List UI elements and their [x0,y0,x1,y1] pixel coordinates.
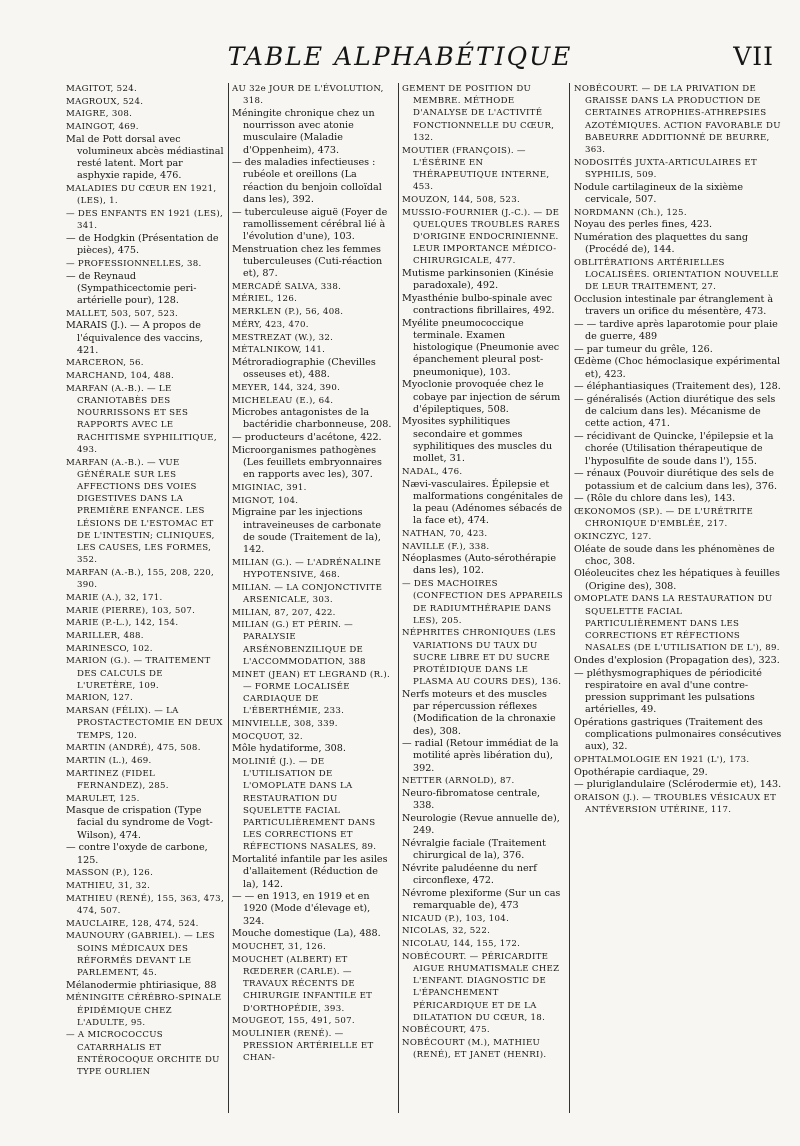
index-entry: — (Rôle du chlore dans les), 143. [574,493,736,505]
index-column-2 [232,83,394,1113]
index-entry: NOBÉCOURT, 475. [402,1025,490,1036]
index-entry: GEMENT DE POSITION DU MEMBRE. MÉTHODE D'ANALYSE DE L'ACTIVITÉ FONCTIONNELLE DU CŒUR, 132. [402,84,555,143]
index-entry: MOUCHET, 31, 126. [232,942,326,953]
index-entry: OKINCZYC, 127. [574,531,652,542]
page-title: TABLE ALPHABÉTIQUE [227,42,573,71]
index-entry: NICAUD (P.), 103, 104. [402,913,510,924]
index-entry: NORDMANN (Ch.), 125. [574,207,687,218]
page-header [0,34,800,84]
index-entry: — tuberculeuse aiguë (Foyer de ramollissement cérébral lié à l'évolution d'une), 103. [232,206,388,242]
index-entry: Névralgie faciale (Traitement chirurgical de la), 376. [402,837,546,862]
index-entry: Neurologie (Revue annuelle de), 249. [402,812,560,837]
index-entry: Nodule cartilagineux de la sixième cervicale, 507. [574,181,744,205]
index-entry: MÉNINGITE CÉRÉBRO-SPINALE ÉPIDÉMIQUE CHEZ L'ADULTE, 95. [66,993,222,1028]
index-entry: MERCADÉ SALVA, 338. [232,281,342,292]
column-divider [569,83,570,1113]
index-entry: MARION, 127. [66,693,134,704]
index-entry: — — tardive après laparotomie pour plaie de guerre, 489 [574,318,778,343]
index-entry: — des maladies infectieuses : rubéole et oreillons (La réaction du benjoin colloïdal dans les), 392. [232,157,382,205]
index-entry: NETTER (ARNOLD), 87. [402,776,515,787]
index-entry: Mal de Pott dorsal avec volumineux abcès médiastinal resté latent. Mort par asphyxie rapide, 476. [66,133,224,182]
index-entry: MOLINIÉ (J.). — DE L'UTILISATION DE L'OMOPLATE DANS LA RESTAURATION DU SQUELETTE FACIAL PARTICULIÈREMENT DANS LES CORRECTIONS ET RÉFECTIONS NASALES, 89. [232,756,377,853]
index-entry: MAUCLAIRE, 128, 474, 524. [66,918,199,929]
index-entry: MATHIEU (RENÉ), 155, 363, 473, 474, 507. [66,893,224,916]
index-entry: MARTIN (ANDRÉ), 475, 508. [66,743,201,754]
index-entry: MARCHAND, 104, 488. [66,371,175,382]
index-entry: Myosites syphilitiques secondaire et gommes syphilitiques des muscles du mollet, 31. [402,416,553,465]
index-entry: Nævi-vasculaires. Épilepsie et malformations congénitales de la peau (Adénomes sébacés de la face et), 474. [402,478,563,527]
index-entry: — DES MACHOIRES (CONFECTION DES APPAREILS DE RADIUMTHÉRAPIE DANS LES), 205. [402,579,563,626]
index-entry: MALADIES DU CŒUR EN 1921, (LES), 1. [66,184,217,207]
index-entry: Myasthénie bulbo-spinale avec contractions fibrillaires, 492. [402,292,555,317]
index-entry: NICOLAU, 144, 155, 172. [402,939,521,950]
index-entry: Névrite paludéenne du nerf circonflexe, 472. [402,862,537,886]
index-entry: — de Hodgkin (Présentation de pièces), 475. [66,232,219,257]
index-entry: Opérations gastriques (Traitement des complications pulmonaires consécutives aux), 32. [574,716,782,753]
index-entry: — pléthysmographiques de périodicité respiratoire en aval d'une contre-pression supprimant les pulsations artérielles, 49. [574,667,762,716]
index-entry: MEYER, 144, 324, 390. [232,382,341,393]
index-entry: MERKLEN (P.), 56, 408. [232,307,344,318]
index-entry: MALLET, 503, 507, 523. [66,308,179,319]
index-column-3 [402,83,564,1113]
index-entry: NÉPHRITES CHRONIQUES (LES VARIATIONS DU TAUX DU SUCRE LIBRE ET DU SUCRE PROTÉIDIQUE DANS LE PLASMA AU COURS DES), 136. [402,628,562,688]
page-number: VII [733,42,774,71]
index-entry: MAINGOT, 469. [66,122,139,133]
index-entry: — DES ENFANTS EN 1921 (LES), 341. [66,209,224,232]
index-entry: MESTREZAT (W.), 32. [232,332,334,343]
index-entry: MOULINIER (RENÉ). — PRESSION ARTÉRIELLE ET CHAN- [232,1028,374,1064]
index-entry: MIGNOT, 104. [232,495,299,506]
index-entry: NOBÉCOURT. — PÉRICARDITE AIGUE RHUMATISMALE CHEZ L'ENFANT. DIAGNOSTIC DE L'ÉPANCHEMENT PÉRICARDIQUE ET DE LA DILATATION DU CŒUR, 18. [402,951,560,1023]
index-entry: MARFAN (A.-B.). — LE CRANIOTABÈS DES NOURRISSONS ET SES RAPPORTS AVEC LE RACHITISME SYPHILITIQUE, 493. [66,383,217,455]
index-entry: Masque de crispation (Type facial du syndrome de Vogt-Wilson), 474. [66,805,213,841]
index-entry: — PROFESSIONNELLES, 38. [66,258,202,269]
index-entry: Myélite pneumococcique terminale. Examen histologique (Pneumonie avec épanchement pleural post-pneumonique), 103. [402,317,560,378]
index-entry: MILIAN (G.) ET PÉRIN. — PARALYSIE ARSÉNOBENZILIQUE DE L'ACCOMMODATION, 388 [232,620,366,667]
index-entry: ŒKONOMOS (SP.). — DE L'URÉTRITE CHRONIQUE D'EMBLÉE, 217. [574,506,754,530]
index-entry: NADAL, 476. [402,466,463,477]
index-entry: MÉRIEL, 126. [232,294,298,305]
index-entry: Neuro-fibromatose centrale, 338. [402,788,541,812]
index-entry: Noyau des perles fines, 423. [574,219,713,231]
index-entry: MÉTALNIKOW, 141. [232,345,326,356]
index-entry: MARFAN (A.-B.), 155, 208, 220, 390. [66,567,215,591]
column-divider [228,83,229,1113]
index-entry: Migraine par les injections intraveineuses de carbonate de soude (Traitement de la), 142. [232,507,382,556]
index-entry: Ondes d'explosion (Propagation des), 323. [574,654,780,666]
index-entry: MAGITOT, 524. [66,84,138,94]
index-entry: MIGINIAC, 391. [232,483,307,493]
index-entry: — par tumeur du grêle, 126. [574,343,713,355]
index-entry: MILIAN, 87, 207, 422. [232,607,336,618]
index-entry: MICHELEAU (E.), 64. [232,395,334,406]
index-entry: — A MICROCOCCUS CATARRHALIS ET ENTÉROCOQUE ORCHITE DU TYPE OURLIEN [66,1030,220,1078]
index-entry: MARIE (P.-L.), 142, 154. [66,618,179,629]
index-entry: MARULET, 125. [66,793,140,804]
index-entry: Mélanodermie phtiriasique, 88 [66,979,217,991]
index-entry: NOBÉCOURT (M.), MATHIEU (RENÉ), ET JANET (HENRI). [402,1038,547,1061]
index-entry: — — en 1913, en 1919 et en 1920 (Mode d'élevage et), 324. [232,891,371,927]
index-entry: NODOSITÉS JUXTA-ARTICULAIRES ET SYPHILIS, 509. [574,157,758,180]
index-entry: MAGROUX, 524. [66,96,144,107]
index-entry: Néoplasmes (Auto-sérothérapie dans les), 102. [402,553,557,577]
index-entry: Œdème (Choc hémoclasique expérimental et), 423. [574,356,781,380]
index-entry: MARION (G.). — TRAITEMENT DES CALCULS DE L'URETÈRE, 109. [66,656,211,691]
index-entry: MARIE (A.), 32, 171. [66,592,163,603]
index-entry: Mutisme parkinsonien (Kinésie paradoxale), 492. [402,268,554,292]
index-entry: — radial (Retour immédiat de la motilité après libération du), 392. [402,738,559,774]
index-entry: MAIGRE, 308. [66,109,133,120]
index-entry: Nerfs moteurs et des muscles par répercussion réflexes (Modification de la chronaxie des), 308. [402,688,556,737]
index-entry: — de Reynaud (Sympathicectomie peri-artérielle pour), 128. [66,270,197,306]
index-entry: ORAISON (J.). — TROUBLES VÉSICAUX ET ANTÉVERSION UTÉRINE, 117. [574,793,777,816]
index-entry: — éléphantiasiques (Traitement des), 128. [574,381,781,393]
index-entry: AU 32e JOUR DE L'ÉVOLUTION, 318. [232,84,384,107]
index-entry: MOCQUOT, 32. [232,731,303,742]
index-entry: Oléoleucites chez les hépatiques à feuilles (Origine des), 308. [574,568,780,592]
index-entry: MILIAN. — LA CONJONCTIVITE ARSENICALE, 303. [232,582,383,605]
index-entry: Numération des plaquettes du sang (Procédé de), 144. [574,231,748,256]
index-entry: MARIE (PIERRE), 103, 507. [66,605,196,616]
index-entry: Névrome plexiforme (Sur un cas remarquable de), 473 [402,887,561,911]
index-entry: Opothérapie cardiaque, 29. [574,766,708,778]
index-entry: MARCERON, 56. [66,358,144,369]
index-entry: — producteurs d'acétone, 422. [232,432,382,444]
index-entry: MARAIS (J.). — A propos de l'équivalence des vaccins, 421. [66,320,203,356]
index-entry: MINVIELLE, 308, 339. [232,718,338,729]
index-entry: MOUCHET (ALBERT) ET RŒDERER (CARLE). — TRAVAUX RÉCENTS DE CHIRURGIE INFANTILE ET D'ORTHOPÉDIE, 393. [232,954,373,1014]
index-entry: Mouche domestique (La), 488. [232,928,381,940]
index-entry: — rénaux (Pouvoir diurétique des sels de potassium et de calcium dans les), 376. [574,468,777,492]
index-entry: — récidivant de Quincke, l'épilepsie et la chorée (Utilisation thérapeutique de l'hyposulfite de soude dans l'), 155. [574,431,774,467]
index-entry: Microorganismes pathogènes (Les feuillets embryonnaires en rapports avec les), 307. [232,444,382,481]
index-entry: OMOPLATE DANS LA RESTAURATION DU SQUELETTE FACIAL PARTICULIÈREMENT DANS LES CORRECTIONS ET RÉFECTIONS NASALES (DE L'UTILISATION DE L'), 89. [574,594,780,654]
index-entry: MASSON (P.), 126. [66,868,154,879]
index-entry: NATHAN, 70, 423. [402,528,488,539]
index-entry: NOBÉCOURT. — DE LA PRIVATION DE GRAISSE DANS LA PRODUCTION DE CERTAINES ATROPHIES-ATHREPSIES AZOTÉMIQUES. ACTION FAVORABLE DU BABEURRE ADDITIONNÉ DE BEURRE, 363. [574,84,781,156]
index-entry: NICOLAS, 32, 522. [402,926,491,937]
index-entry: Microbes antagonistes de la bactéridie charbonneuse, 208. [232,407,392,431]
index-entry: Menstruation chez les femmes tuberculeuses (Cuti-réaction et), 87. [232,243,383,280]
index-entry: NAVILLE (F.), 338. [402,541,490,552]
index-entry: — contre l'oxyde de carbone, 125. [66,842,208,866]
index-entry: MARTINEZ (FIDEL FERNANDEZ), 285. [66,768,169,791]
index-entry: Métroradiographie (Chevilles osseuses et), 488. [232,356,376,381]
index-entry: MARTIN (L.), 469. [66,755,152,766]
index-entry: MATHIEU, 31, 32. [66,881,151,891]
column-divider [398,83,399,1113]
index-entry: MILIAN (G.). — L'ADRÉNALINE HYPOTENSIVE, 468. [232,557,382,580]
index-entry: Myoclonie provoquée chez le cobaye par injection de sérum d'épileptiques, 508. [402,379,561,415]
index-columns [66,83,784,1113]
index-entry: OPHTALMOLOGIE EN 1921 (L'), 173. [574,754,750,765]
index-entry: Oléate de soude dans les phénomènes de choc, 308. [574,543,775,567]
index-entry: MÉRY, 423, 470. [232,319,309,330]
index-entry: Occlusion intestinale par étranglement à travers un orifice du mésentère, 473. [574,293,774,318]
index-entry: OBLITÉRATIONS ARTÉRIELLES LOCALISÉES. ORIENTATION NOUVELLE DE LEUR TRAITEMENT, 27. [574,257,779,293]
index-entry: MOUTIER (FRANÇOIS). — L'ÉSÉRINE EN THÉRAPEUTIQUE INTERNE, 453. [402,145,550,193]
index-entry: — généralisés (Action diurétique des sels de calcium dans les). Mécanisme de cette action, 471. [574,394,776,430]
index-entry: Mortalité infantile par les asiles d'allaitement (Réduction de la), 142. [232,854,388,890]
index-entry: MOUGEOT, 155, 491, 507. [232,1016,355,1027]
index-entry: MAUNOURY (GABRIEL). — LES SOINS MÉDICAUX DES RÉFORMÉS DEVANT LE PARLEMENT, 45. [66,931,215,978]
index-entry: Méningite chronique chez un nourrisson avec atonie musculaire (Maladie d'Oppenheim), 473. [232,107,375,156]
index-entry: MARSAN (FÉLIX). — LA PROSTACTECTOMIE EN DEUX TEMPS, 120. [66,706,223,741]
index-column-1 [66,83,224,1113]
index-entry: MUSSIO-FOURNIER (J.-C.). — DE QUELQUES TROUBLES RARES D'ORIGINE ENDOCRINIENNE. LEUR IMPORTANCE MÉDICO-CHIRURGICALE, 477. [402,207,561,267]
index-entry: MINET (JEAN) ET LEGRAND (R.). — FORME LOCALISÉE CARDIAQUE DE L'ÉBERTHÉMIE, 233. [232,669,391,717]
index-entry: Môle hydatiforme, 308. [232,743,346,755]
index-column-4 [574,83,786,1113]
index-entry: MARILLER, 488. [66,630,144,641]
index-entry: MOUZON, 144, 508, 523. [402,194,521,205]
index-entry: — pluriglandulaire (Sclérodermie et), 143. [574,779,782,791]
index-entry: MARFAN (A.-B.). — VUE GÉNÉRALE SUR LES AFFECTIONS DES VOIES DIGESTIVES DANS LA PREMIÈRE ENFANCE. LES LÉSIONS DE L'ESTOMAC ET DE L'INTESTIN; CLINIQUES, LES CAUSES, LES FORMES, 352. [66,457,215,566]
index-entry: MARINESCO, 102. [66,643,153,654]
